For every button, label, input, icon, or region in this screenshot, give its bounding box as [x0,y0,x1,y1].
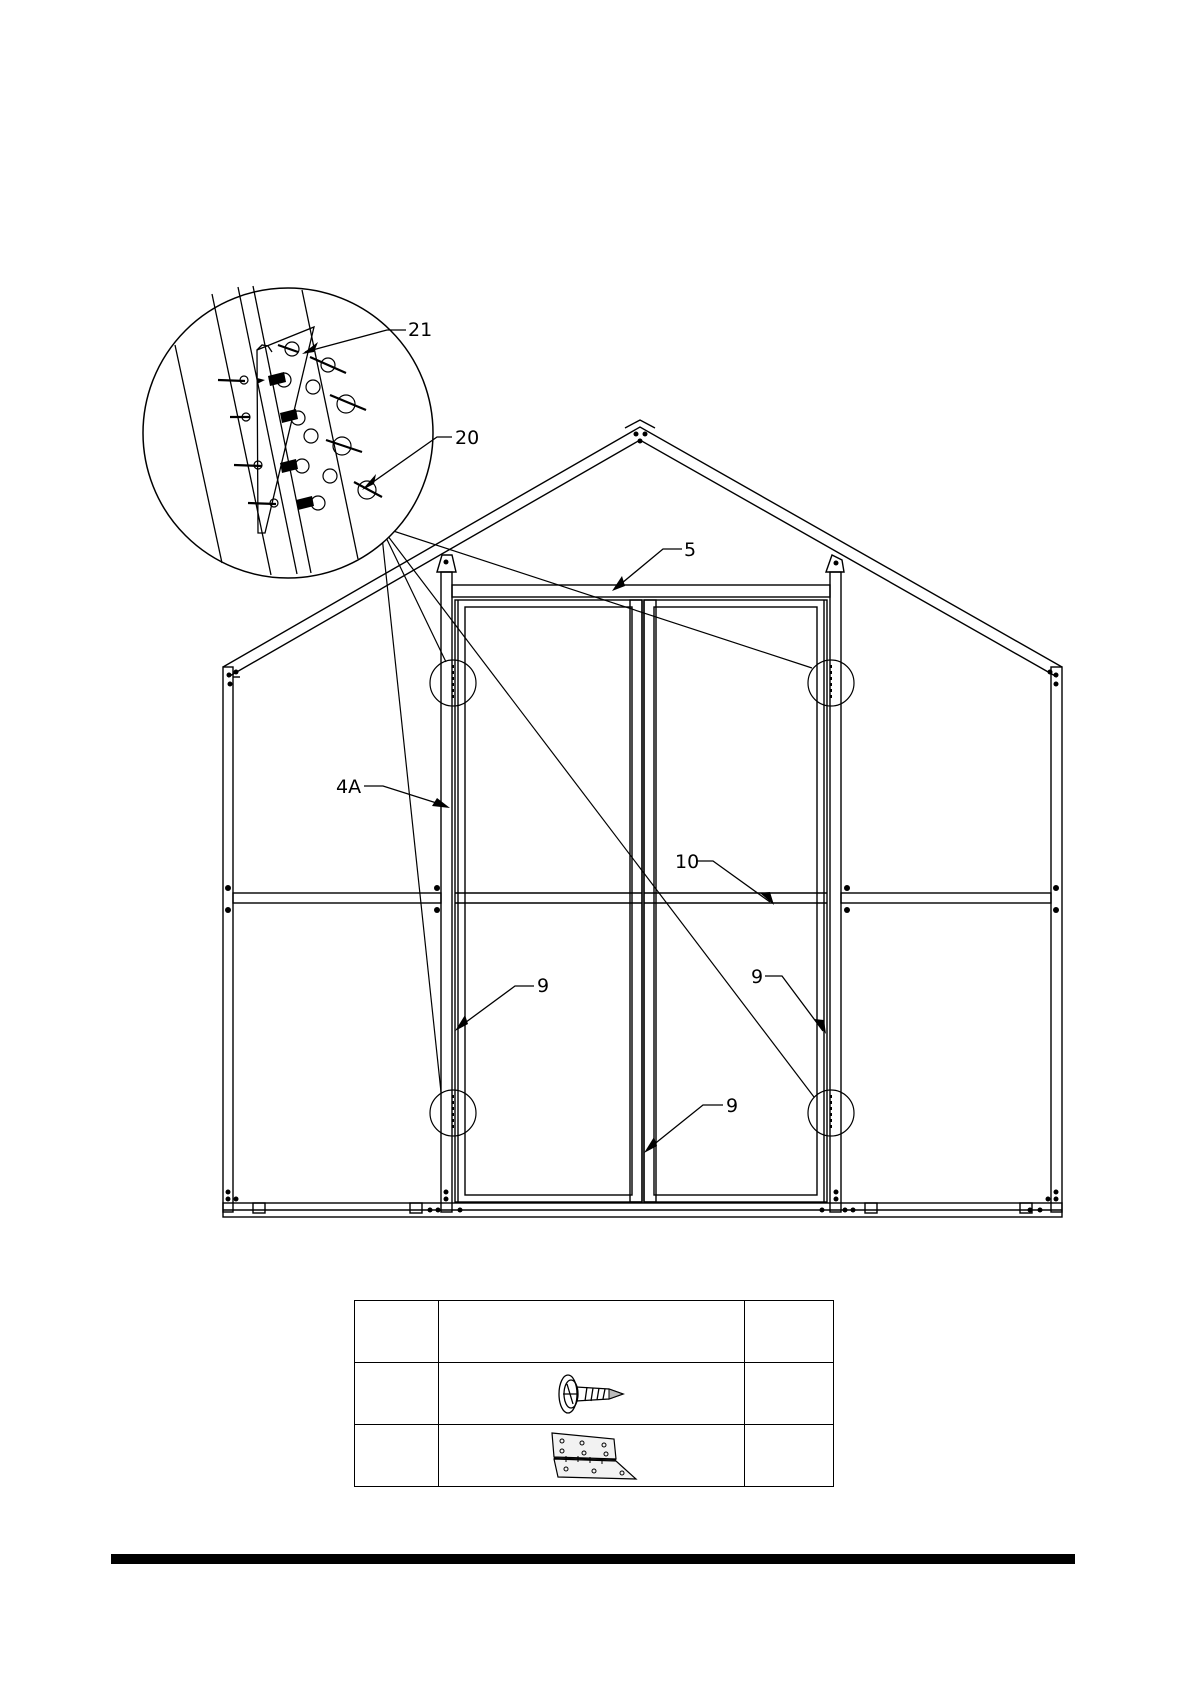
callout-20: 20 [455,427,480,449]
door-header-bar [452,585,830,597]
callout-4a-leader [364,786,446,806]
detail-leader-lines [381,527,814,1097]
door-left [455,600,642,1202]
table-row [355,1425,834,1487]
callout-10: 10 [675,851,700,873]
side-wall-right [1051,667,1062,1212]
qty-cell [745,1363,834,1425]
part-no-cell [355,1425,439,1487]
header-cell-image [439,1301,745,1363]
hinge-icon [544,1429,640,1483]
side-wall-left [223,667,240,1212]
callout-10-leader [696,861,770,902]
callout-5-leader [616,549,682,588]
callout-21: 21 [408,319,433,341]
callout-9-left: 9 [537,975,550,997]
screw-icon [547,1370,637,1418]
part-no-cell [355,1363,439,1425]
callout-9-right-leader [765,976,823,1031]
callout-9-right: 9 [751,966,764,988]
callout-5: 5 [684,539,697,561]
hardware-parts-table [354,1300,834,1487]
callout-4a: 4A [336,776,362,798]
footer-rule [111,1554,1075,1564]
callout-9-center: 9 [726,1095,739,1117]
callout-9-left-leader [458,986,534,1028]
header-cell-part-no [355,1301,439,1363]
part-image-cell [439,1425,745,1487]
table-row [355,1363,834,1425]
qty-cell [745,1425,834,1487]
bottom-rail [223,1203,1062,1217]
table-header-row [355,1301,834,1363]
part-image-cell [439,1363,745,1425]
header-cell-qty [745,1301,834,1363]
door-post-right [826,555,844,1212]
callout-9-center-leader [647,1105,723,1150]
